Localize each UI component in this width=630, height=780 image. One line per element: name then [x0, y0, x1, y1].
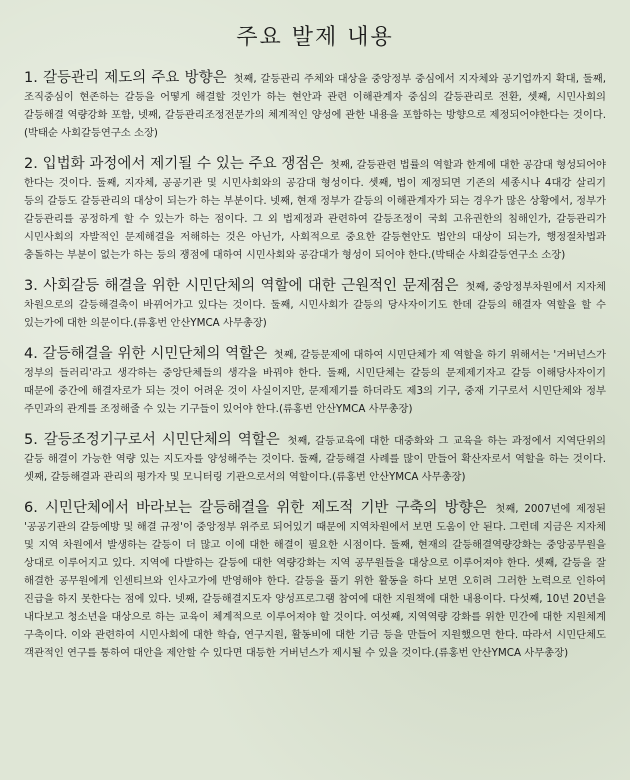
- section-body: 첫째, 중앙정부차원에서 지자체 차원으로의 갈등해결축이 바뀌어가고 있다는 것이다. 둘째, 시민사회가 갈등의 당사자이기도 한데 갈등의 해결자 역할을 할 수 있는가에 대한 의문이다.(류홍번 안산YMCA 사무총장): [24, 281, 606, 329]
- section-paragraph: [24, 69, 606, 142]
- section-heading: 5. 갈등조정기구로서 시민단체의 역할은: [24, 432, 280, 448]
- section-paragraph: [24, 277, 606, 332]
- section-1: [24, 69, 606, 142]
- section-6: [24, 499, 606, 662]
- section-paragraph: [24, 345, 606, 418]
- section-paragraph: [24, 431, 606, 486]
- section-5: [24, 431, 606, 486]
- section-heading: 2. 입법화 과정에서 제기될 수 있는 주요 쟁점은: [24, 156, 324, 172]
- section-body: 첫째, 갈등관련 법률의 역할과 한계에 대한 공감대 형성되어야 한다는 것이다. 둘째, 지자체, 공공기관 및 시민사회와의 공감대 형성이다. 셋째, 법이 제정되면 기존의 세종시나 4대강 살리기 등의 갈등도 갈등관리의 대상이 되는가 하는 부분이다. 넷째, 현재 정부가 갈등의 이해관계자가 되는 경우가 많은 상황에서, 정부가 갈등관리를 공정하게 할 수 있는가 하는 점이다. 그 외 법제정과 관련하여 갈등조정이 국회 고유권한의 침해인가, 갈등관리가 시민사회의 자발적인 문제해결을 저해하는 것은 아닌가, 사회적으로 중요한 갈등현안도 법안의 대상이 되는가, 행정절차법과 충돌하는 부분이 없는가 하는 등의 쟁점에 대하여 시민사회와 공감대가 형성이 되어야 한다.(박태순 사회갈등연구소 소장): [24, 159, 606, 261]
- section-paragraph: [24, 155, 606, 264]
- section-heading: 3. 사회갈등 해결을 위한 시민단체의 역할에 대한 근원적인 문제점은: [24, 278, 459, 294]
- section-2: [24, 155, 606, 264]
- section-body: 첫째, 갈등교육에 대한 대중화와 그 교육을 하는 과정에서 지역단위의 갈등 해결이 가능한 역량 있는 지도자를 양성해주는 것이다. 둘째, 갈등해결 사례를 많이 만들어 확산자로서 역할을 하는 것이다. 셋째, 갈등해결과 관리의 평가자 및 모니터링 기관으로서의 역할이다.(류홍번 안산YMCA 사무총장): [24, 435, 606, 483]
- section-4: [24, 345, 606, 418]
- section-heading: 4. 갈등해결을 위한 시민단체의 역할은: [24, 346, 268, 362]
- section-body: 첫째, 갈등관리 주체와 대상을 중앙정부 중심에서 지자체와 공기업까지 확대, 둘째, 조직중심이 현존하는 갈등을 어떻게 해결할 것인가 하는 현안과 관련 이해관계자 중심의 갈등관리로 전환, 셋째, 시민사회의 갈등해결 역량강화 포함, 넷째, 갈등관리조정전문가의 체계적인 양성에 관한 내용을 포함하는 방향으로 제정되어야한다는 것이다. (박태순 사회갈등연구소 소장): [24, 73, 606, 139]
- page-title: 주요 발제 내용: [236, 25, 394, 50]
- section-3: [24, 277, 606, 332]
- section-heading: 1. 갈등관리 제도의 주요 방향은: [24, 70, 227, 86]
- section-heading: 6. 시민단체에서 바라보는 갈등해결을 위한 제도적 기반 구축의 방향은: [24, 500, 487, 516]
- section-body: 첫째, 2007년에 제정된 '공공기관의 갈등예방 및 해결 규정'이 중앙정부 위주로 되어있기 때문에 지역차원에서 보면 도움이 안 된다. 그런데 지금은 지자체 및 지역 차원에서 발생하는 갈등이 더 많고 이에 대한 해결이 필요한 시점이다. 둘째, 현재의 갈등해결역량강화는 중앙공무원을 상대로 이루어지고 있다. 지역에 다발하는 갈등에 대한 역량강화는 지역 공무원들을 대상으로 이루어져야 한다. 셋째, 갈등을 잘 해결한 공무원에게 인센티브와 인사고가에 반영해야 한다. 갈등을 풀기 위한 활동을 하다 보면 오히려 그러한 노력으로 인하여 진급을 하지 못한다는 점에 있다. 넷째, 갈등해결지도자 양성프로그램 참여에 대한 지원책에 대한 내용이다. 다섯째, 10년 20년을 내다보고 청소년을 대상으로 하는 교육이 체계적으로 이루어져야 할 것이다. 여섯째, 지역역량 강화를 위한 민간에 대한 지원체계 구축이다. 이와 관련하여 시민사회에 대한 학습, 연구지원, 활동비에 대한 기금 등을 만들어 지원했으면 한다. 따라서 시민단체도 객관적인 연구를 통하여 대안을 제안할 수 있다면 대등한 거버넌스가 제시될 수 있을 것이다.(류홍번 안산YMCA 사무총장): [24, 503, 606, 659]
- section-paragraph: [24, 499, 606, 662]
- section-body: 첫째, 갈등문제에 대하여 시민단체가 제 역할을 하기 위해서는 '거버넌스가 정부의 들러리'라고 생각하는 중앙단체들의 생각을 바꿔야 한다. 둘째, 시민단체는 갈등의 문제제기자고 갈등 이해당사자이기 때문에 중간에 해결자로가 되는 것이 어려운 것이 사실이지만, 문제제기를 하더라도 제3의 기구, 중재 기구로서 시민단체와 정부 주민과의 관계를 조정해줄 수 있는 기구들이 있어야 한다.(류홍번 안산YMCA 사무총장): [24, 349, 606, 415]
